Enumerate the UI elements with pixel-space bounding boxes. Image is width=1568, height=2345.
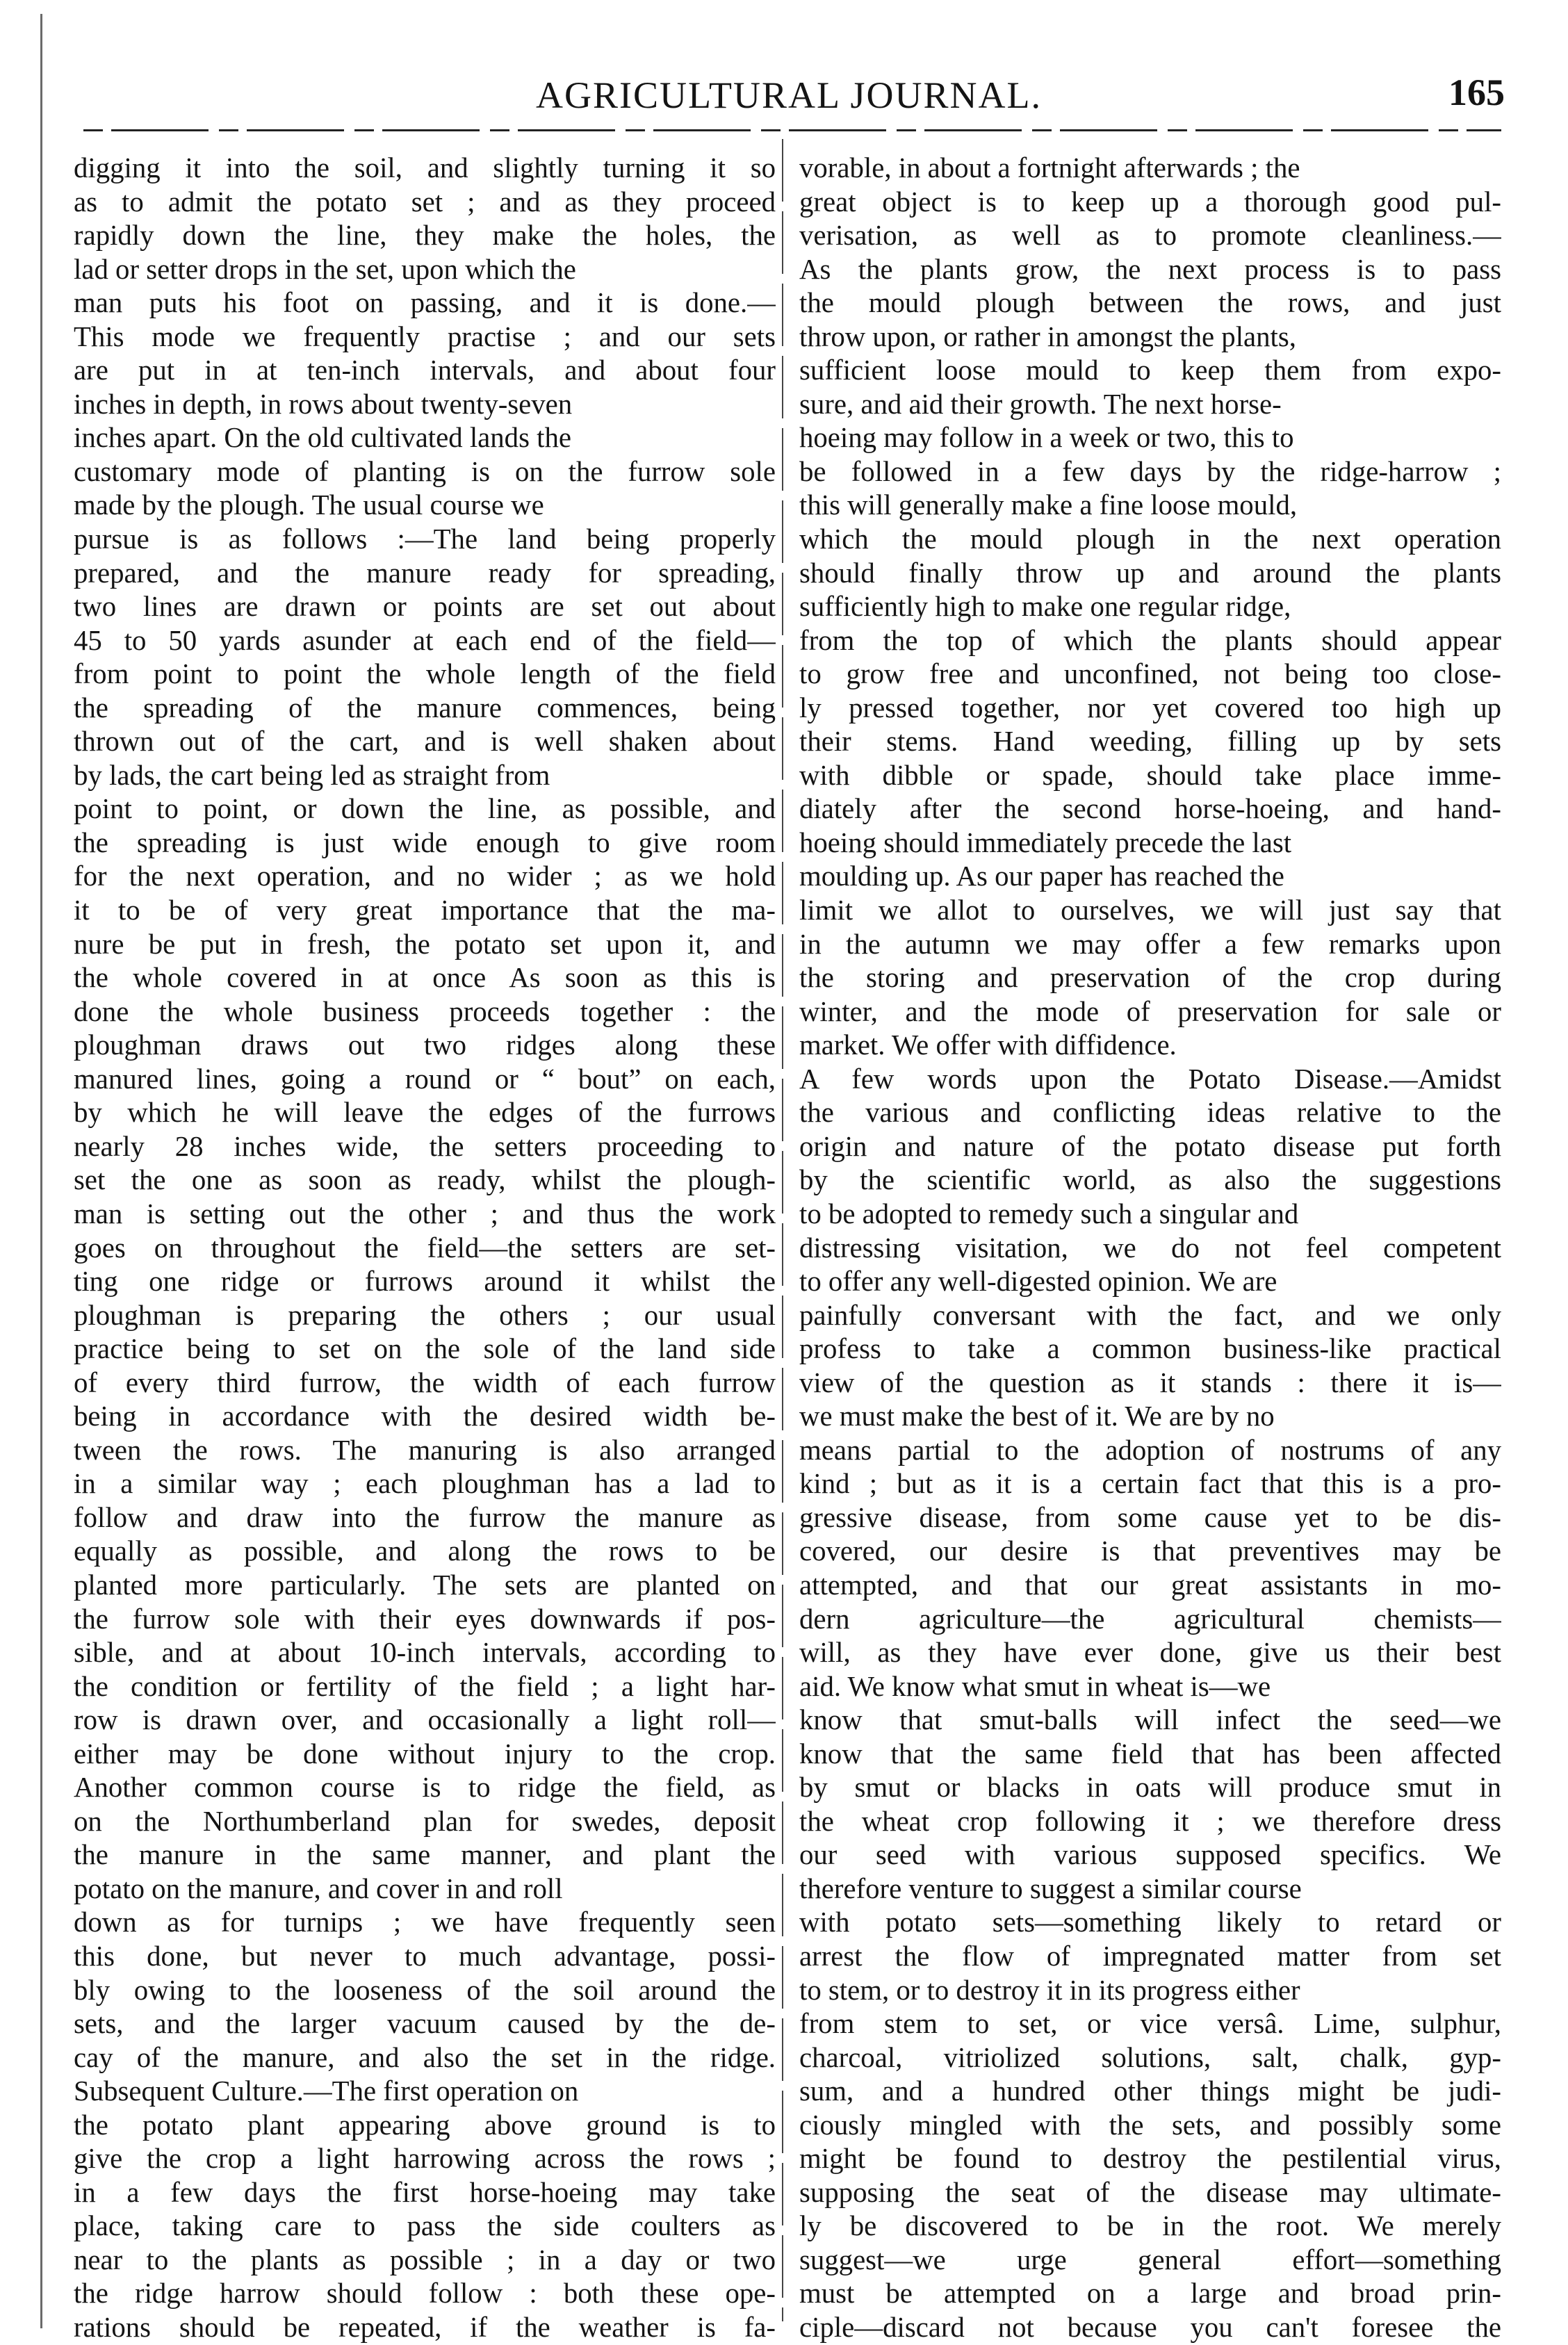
text-line xyxy=(74,692,776,726)
text-line-content: sure, and aid their growth. The next horse- xyxy=(799,388,1282,420)
text-line xyxy=(799,1974,1501,2008)
text-line-content: customary mode of planting is on the furrow sole xyxy=(74,455,776,487)
text-line xyxy=(74,2244,776,2278)
text-line-content: bly owing to the looseness of the soil around the xyxy=(74,1974,776,2006)
text-line xyxy=(74,860,776,894)
text-line-content: point to point, or down the line, as possible, and xyxy=(74,793,776,825)
text-line xyxy=(799,2277,1501,2311)
text-line xyxy=(74,725,776,759)
text-line-content: man puts his foot on passing, and it is done.— xyxy=(74,287,776,319)
text-line xyxy=(74,1400,776,1434)
text-line xyxy=(74,421,776,455)
text-line-content: the spreading is just wide enough to give room xyxy=(74,826,776,858)
text-line xyxy=(74,186,776,220)
text-line xyxy=(74,1636,776,1670)
text-line-content: in a few days the first horse-hoeing may take xyxy=(74,2176,776,2208)
text-line xyxy=(799,1366,1501,1400)
text-line-content: lad or setter drops in the set, upon which the xyxy=(74,253,576,285)
text-line-content: the spreading of the manure commences, being xyxy=(74,692,776,724)
text-line-content: the storing and preservation of the crop during xyxy=(799,962,1501,994)
text-line-content: done the whole business proceeds together : the xyxy=(74,995,776,1027)
text-line xyxy=(799,1838,1501,1872)
text-line-content: hoeing should immediately precede the last xyxy=(799,826,1292,858)
text-line xyxy=(799,1130,1501,1164)
text-line-content: know that the same field that has been affected xyxy=(799,1738,1501,1770)
text-line-content: A few words upon the Potato Disease.—Amidst xyxy=(799,1063,1501,1095)
text-line-content: ly pressed together, nor yet covered too high up xyxy=(799,692,1501,724)
text-line xyxy=(799,725,1501,759)
text-line xyxy=(799,186,1501,220)
text-line-content: nearly 28 inches wide, the setters proceeding to xyxy=(74,1130,776,1162)
right-column xyxy=(799,152,1501,2345)
text-line-content: for the next operation, and no wider ; as we hold xyxy=(74,860,776,892)
text-line-content: covered, our desire is that preventives may be xyxy=(799,1535,1501,1567)
text-line xyxy=(74,1535,776,1569)
text-line-content: man is setting out the other ; and thus the work xyxy=(74,1198,776,1229)
text-line xyxy=(74,219,776,253)
running-head: AGRICULTURAL JOURNAL. xyxy=(535,74,1043,116)
text-line xyxy=(74,2277,776,2311)
text-line-content: with potato sets—something likely to retard or xyxy=(799,1906,1501,1938)
text-line xyxy=(799,826,1501,860)
text-line xyxy=(799,1029,1501,1063)
text-line-content: the mould plough between the rows, and just xyxy=(799,287,1501,319)
text-line-content: our seed with various supposed specifics. We xyxy=(799,1839,1501,1871)
text-line xyxy=(799,2041,1501,2075)
text-line-content: set the one as soon as ready, whilst the plough- xyxy=(74,1164,776,1196)
text-line xyxy=(799,2244,1501,2278)
text-line xyxy=(74,2209,776,2244)
text-line-content: ciously mingled with the sets, and possibly some xyxy=(799,2109,1501,2141)
text-line-content: gressive disease, from some cause yet to be dis- xyxy=(799,1501,1501,1533)
text-line xyxy=(74,1265,776,1299)
page-number: 165 xyxy=(1448,72,1505,113)
text-line-content: therefore venture to suggest a similar course xyxy=(799,1872,1302,1904)
text-line xyxy=(74,1738,776,1772)
text-line-content: it to be of very great importance that the ma- xyxy=(74,894,776,926)
text-line xyxy=(799,624,1501,658)
text-line xyxy=(74,2311,776,2345)
text-line xyxy=(74,1130,776,1164)
text-line xyxy=(74,1467,776,1501)
text-line-content: distressing visitation, we do not feel competent xyxy=(799,1232,1501,1264)
text-line xyxy=(799,219,1501,253)
text-line xyxy=(74,1029,776,1063)
text-line-content: be followed in a few days by the ridge-harrow ; xyxy=(799,455,1501,487)
text-line-content: place, taking care to pass the side coulters as xyxy=(74,2210,776,2242)
text-line-content: by smut or blacks in oats will produce smut in xyxy=(799,1772,1501,1804)
text-line xyxy=(799,152,1501,186)
text-line xyxy=(74,792,776,826)
text-line xyxy=(74,1501,776,1535)
text-line-content: great object is to keep up a thorough good pul- xyxy=(799,186,1501,218)
text-line-content: to grow free and unconfined, not being too close- xyxy=(799,658,1501,690)
text-line-content: This mode we frequently practise ; and our sets xyxy=(74,320,776,352)
text-line-content: which the mould plough in the next operation xyxy=(799,523,1501,555)
text-line xyxy=(74,1670,776,1704)
text-line-content: inches in depth, in rows about twenty-seven xyxy=(74,388,573,420)
text-line xyxy=(799,2176,1501,2210)
text-line-content: cay of the manure, and also the set in the ridge. xyxy=(74,2041,776,2073)
text-line-content: sufficiently high to make one regular ridge, xyxy=(799,591,1291,623)
text-line xyxy=(799,2209,1501,2244)
text-line-content: sufficient loose mould to keep them from expo- xyxy=(799,354,1501,386)
text-line xyxy=(799,1265,1501,1299)
text-line-content: arrest the flow of impregnated matter from set xyxy=(799,1940,1501,1972)
text-line-content: the whole covered in at once As soon as this is xyxy=(74,962,776,994)
text-line-content: means partial to the adoption of nostrums of any xyxy=(799,1434,1501,1466)
text-line-content: aid. We know what smut in wheat is—we xyxy=(799,1670,1271,1702)
text-line-content: by which he will leave the edges of the furrows xyxy=(74,1097,776,1129)
text-line-content: charcoal, vitriolized solutions, salt, chalk, gyp- xyxy=(799,2041,1501,2073)
text-line xyxy=(74,961,776,995)
text-line xyxy=(799,354,1501,388)
text-line xyxy=(74,624,776,658)
text-line xyxy=(74,1974,776,2008)
text-line xyxy=(799,1299,1501,1333)
text-line xyxy=(799,1738,1501,1772)
text-line-content: dern agriculture—the agricultural chemists— xyxy=(799,1603,1501,1635)
text-line xyxy=(799,320,1501,354)
text-line-content: ploughman draws out two ridges along these xyxy=(74,1029,776,1061)
text-line xyxy=(799,1703,1501,1738)
text-line xyxy=(799,995,1501,1029)
text-line xyxy=(799,489,1501,523)
text-line-content: we must make the best of it. We are by no xyxy=(799,1400,1275,1432)
text-line xyxy=(799,1636,1501,1670)
text-line xyxy=(74,489,776,523)
text-line-content: kind ; but as it is a certain fact that this is a pro- xyxy=(799,1468,1501,1500)
text-line-content: manured lines, going a round or “ bout” on each, xyxy=(74,1063,776,1095)
text-line xyxy=(74,1299,776,1333)
text-line-content: origin and nature of the potato disease put forth xyxy=(799,1130,1501,1162)
text-line xyxy=(74,1096,776,1130)
text-line-content: from the top of which the plants should appear xyxy=(799,624,1501,656)
text-line xyxy=(799,759,1501,793)
text-line xyxy=(74,2109,776,2143)
text-line xyxy=(799,1535,1501,1569)
text-line xyxy=(799,657,1501,692)
text-line-content: digging it into the soil, and slightly turning it so xyxy=(74,152,776,183)
text-line-content: rapidly down the line, they make the holes, the xyxy=(74,220,776,252)
text-line xyxy=(74,1771,776,1805)
text-line xyxy=(799,2311,1501,2345)
text-line xyxy=(74,1063,776,1097)
text-line-content: should finally throw up and around the plants xyxy=(799,557,1501,589)
text-line xyxy=(799,928,1501,962)
text-line-content: hoeing may follow in a week or two, this to xyxy=(799,422,1294,454)
text-line-content: profess to take a common business-like practical xyxy=(799,1333,1501,1365)
text-line-content: their stems. Hand weeding, filling up by sets xyxy=(799,726,1501,758)
text-line-content: with dibble or spade, should take place imme- xyxy=(799,759,1501,791)
text-line-content: this done, but never to much advantage, possi- xyxy=(74,1940,776,1972)
text-line-content: know that smut-balls will infect the seed—we xyxy=(799,1704,1501,1736)
text-line xyxy=(799,1872,1501,1906)
text-line-content: on the Northumberland plan for swedes, deposit xyxy=(74,1805,776,1837)
text-line-content: nure be put in fresh, the potato set upon it, and xyxy=(74,928,776,960)
text-line-content: the various and conflicting ideas relative to the xyxy=(799,1097,1501,1129)
text-line-content: equally as possible, and along the rows to be xyxy=(74,1535,776,1567)
text-line xyxy=(799,1063,1501,1097)
text-line-content: the furrow sole with their eyes downwards if pos- xyxy=(74,1603,776,1635)
text-line xyxy=(799,692,1501,726)
text-line-content: suggest—we urge general effort—something xyxy=(799,2244,1501,2275)
text-line xyxy=(74,354,776,388)
text-line-content: row is drawn over, and occasionally a light roll— xyxy=(74,1704,776,1736)
text-line-content: attempted, and that our great assistants in mo- xyxy=(799,1569,1501,1601)
text-line-content: thrown out of the cart, and is well shaken about xyxy=(74,726,776,758)
text-line xyxy=(74,320,776,354)
text-line xyxy=(74,826,776,860)
text-line-content: ciple—discard not because you can't foresee the xyxy=(799,2312,1501,2343)
text-line xyxy=(74,557,776,591)
text-line-content: from point to point the whole length of the field xyxy=(74,658,776,690)
text-line xyxy=(799,2075,1501,2109)
text-line-content: two lines are drawn or points are set out about xyxy=(74,591,776,623)
text-line-content: potato on the manure, and cover in and roll xyxy=(74,1872,563,1904)
text-line xyxy=(799,1906,1501,1940)
text-line xyxy=(74,1434,776,1468)
text-line-content: to offer any well-digested opinion. We are xyxy=(799,1266,1277,1298)
text-line-content: ly be discovered to be in the root. We merely xyxy=(799,2210,1501,2242)
text-line xyxy=(74,1838,776,1872)
text-line xyxy=(74,1703,776,1738)
text-line-content: to stem, or to destroy it in its progress either xyxy=(799,1974,1300,2006)
text-line-content: by the scientific world, as also the suggestions xyxy=(799,1164,1501,1196)
text-line-content: the manure in the same manner, and plant the xyxy=(74,1839,776,1871)
text-line xyxy=(799,1434,1501,1468)
text-line-content: of every third furrow, the width of each furrow xyxy=(74,1366,776,1398)
text-line-content: ting one ridge or furrows around it whilst the xyxy=(74,1266,776,1298)
text-line xyxy=(799,590,1501,624)
text-line-content: the potato plant appearing above ground is to xyxy=(74,2109,776,2141)
text-line-content: 45 to 50 yards asunder at each end of the field— xyxy=(74,624,776,656)
header-rule xyxy=(83,129,1501,131)
text-line-content: being in accordance with the desired width be- xyxy=(74,1400,776,1432)
text-line xyxy=(74,894,776,928)
text-line-content: from stem to set, or vice versâ. Lime, sulphur, xyxy=(799,2008,1501,2040)
text-line xyxy=(74,1332,776,1366)
text-line-content: tween the rows. The manuring is also arranged xyxy=(74,1434,776,1466)
text-line-content: as to admit the potato set ; and as they proceed xyxy=(74,186,776,218)
text-line xyxy=(74,1366,776,1400)
text-line-content: goes on throughout the field—the setters are set- xyxy=(74,1232,776,1264)
text-line-content: must be attempted on a large and broad prin- xyxy=(799,2278,1501,2310)
text-line xyxy=(74,2075,776,2109)
text-line xyxy=(74,2176,776,2210)
text-line-content: near to the plants as possible ; in a day or two xyxy=(74,2244,776,2275)
text-line xyxy=(799,1400,1501,1434)
text-line-content: give the crop a light harrowing across the rows ; xyxy=(74,2143,776,2175)
text-line-content: in the autumn we may offer a few remarks upon xyxy=(799,928,1501,960)
text-line xyxy=(799,523,1501,557)
text-line xyxy=(74,1232,776,1266)
text-line xyxy=(799,2109,1501,2143)
text-line xyxy=(74,2041,776,2075)
text-line-content: view of the question as it stands : there it is— xyxy=(799,1366,1501,1398)
text-line-content: moulding up. As our paper has reached the xyxy=(799,860,1284,892)
text-line-content: practice being to set on the sole of the land side xyxy=(74,1333,776,1365)
text-line xyxy=(799,286,1501,320)
text-line xyxy=(74,388,776,422)
text-line xyxy=(799,1501,1501,1535)
text-line-content: by lads, the cart being led as straight from xyxy=(74,759,550,791)
text-line-content: sum, and a hundred other things might be judi- xyxy=(799,2075,1501,2107)
text-line-content: supposing the seat of the disease may ultimate- xyxy=(799,2176,1501,2208)
text-line xyxy=(74,1603,776,1637)
text-line xyxy=(799,2007,1501,2041)
left-column xyxy=(74,152,776,2345)
text-line xyxy=(74,2142,776,2176)
page-header xyxy=(66,61,1512,117)
text-line xyxy=(74,2007,776,2041)
text-line-content: prepared, and the manure ready for spreading, xyxy=(74,557,776,589)
text-line-content: diately after the second horse-hoeing, and hand- xyxy=(799,793,1501,825)
text-line xyxy=(799,1198,1501,1232)
text-line-content: sets, and the larger vacuum caused by the de- xyxy=(74,2008,776,2040)
text-line-content: vorable, in about a fortnight afterwards ; the xyxy=(799,152,1300,183)
text-line xyxy=(74,1940,776,1974)
text-line xyxy=(799,1805,1501,1839)
text-line xyxy=(74,523,776,557)
text-line-content: Subsequent Culture.—The first operation on xyxy=(74,2075,579,2107)
text-line-content: ploughman is preparing the others ; our usual xyxy=(74,1299,776,1331)
text-line-content: inches apart. On the old cultivated lands the xyxy=(74,422,571,454)
text-line xyxy=(74,759,776,793)
text-line-content: follow and draw into the furrow the manure as xyxy=(74,1501,776,1533)
text-line xyxy=(799,388,1501,422)
text-line xyxy=(74,253,776,287)
binding-edge-rule xyxy=(40,14,42,2328)
text-line xyxy=(74,590,776,624)
text-line-content: this will generally make a fine loose mould, xyxy=(799,489,1298,521)
text-line xyxy=(74,1872,776,1906)
text-line-content: are put in at ten-inch intervals, and about four xyxy=(74,354,776,386)
text-line xyxy=(799,253,1501,287)
text-line xyxy=(799,421,1501,455)
text-line-content: either may be done without injury to the crop. xyxy=(74,1738,776,1770)
text-line-content: the ridge harrow should follow : both these ope- xyxy=(74,2278,776,2310)
text-line xyxy=(74,152,776,186)
text-line-content: pursue is as follows :—The land being properly xyxy=(74,523,776,555)
text-line-content: planted more particularly. The sets are planted on xyxy=(74,1569,776,1601)
text-line xyxy=(799,894,1501,928)
text-line xyxy=(799,1096,1501,1130)
text-line-content: limit we allot to ourselves, we will just say that xyxy=(799,894,1501,926)
text-line-content: the wheat crop following it ; we therefore dress xyxy=(799,1805,1501,1837)
text-line-content: might be found to destroy the pestilential virus, xyxy=(799,2143,1501,2175)
text-line xyxy=(74,928,776,962)
text-line-content: verisation, as well as to promote cleanliness.— xyxy=(799,220,1501,252)
text-line xyxy=(799,792,1501,826)
text-line-content: made by the plough. The usual course we xyxy=(74,489,544,521)
text-line xyxy=(799,1670,1501,1704)
text-line xyxy=(74,1198,776,1232)
text-line xyxy=(799,860,1501,894)
text-line xyxy=(799,1771,1501,1805)
text-line-content: in a similar way ; each ploughman has a lad to xyxy=(74,1468,776,1500)
text-line-content: to be adopted to remedy such a singular and xyxy=(799,1198,1299,1229)
text-line xyxy=(74,657,776,692)
text-line-content: market. We offer with diffidence. xyxy=(799,1029,1177,1061)
text-line-content: painfully conversant with the fact, and we only xyxy=(799,1299,1501,1331)
text-line-content: As the plants grow, the next process is to pass xyxy=(799,253,1501,285)
text-line-content: will, as they have ever done, give us their best xyxy=(799,1637,1501,1669)
text-line xyxy=(74,286,776,320)
text-line xyxy=(74,1163,776,1198)
text-line xyxy=(74,1805,776,1839)
text-line xyxy=(799,1467,1501,1501)
text-line xyxy=(799,1603,1501,1637)
text-line-content: the condition or fertility of the field ; a light har- xyxy=(74,1670,776,1702)
text-line-content: throw upon, or rather in amongst the plants, xyxy=(799,320,1296,352)
text-line xyxy=(799,455,1501,489)
text-line xyxy=(799,1569,1501,1603)
text-line-content: sible, and at about 10-inch intervals, according to xyxy=(74,1637,776,1669)
text-line xyxy=(799,961,1501,995)
text-line xyxy=(799,2142,1501,2176)
column-divider xyxy=(782,139,783,2321)
text-line xyxy=(74,1569,776,1603)
text-line xyxy=(799,557,1501,591)
text-line xyxy=(799,1940,1501,1974)
text-line xyxy=(799,1163,1501,1198)
text-line xyxy=(799,1232,1501,1266)
text-line-content: winter, and the mode of preservation for sale or xyxy=(799,995,1501,1027)
text-line xyxy=(74,455,776,489)
text-line-content: down as for turnips ; we have frequently seen xyxy=(74,1906,776,1938)
text-line xyxy=(74,995,776,1029)
text-line-content: rations should be repeated, if the weather is fa- xyxy=(74,2312,776,2343)
text-line xyxy=(74,1906,776,1940)
text-line xyxy=(799,1332,1501,1366)
text-line-content: Another common course is to ridge the field, as xyxy=(74,1772,776,1804)
